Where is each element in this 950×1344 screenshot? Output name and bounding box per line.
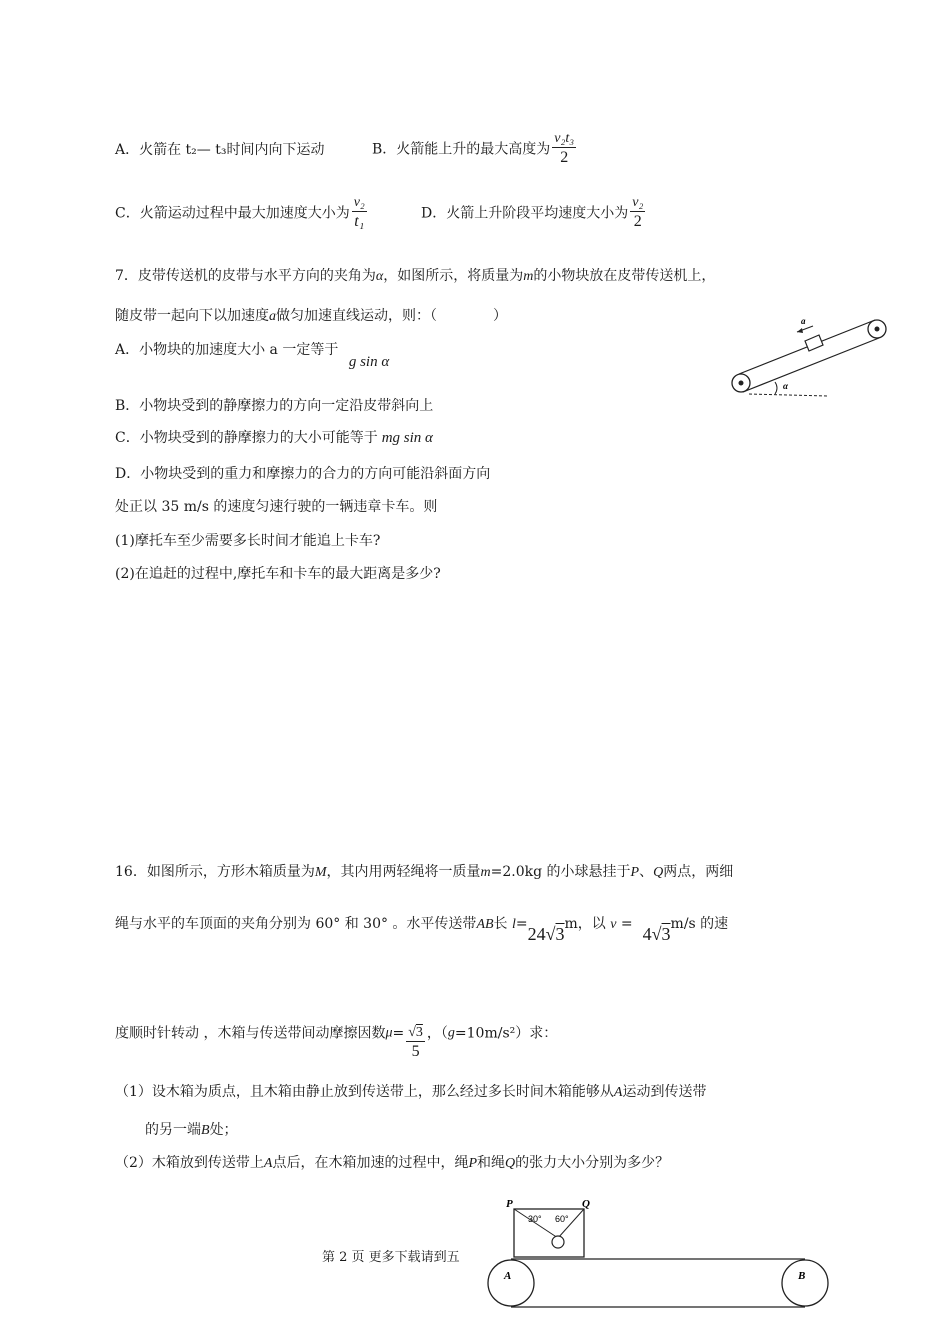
q16-part-1-cont: 的另一端B处； [145,1122,238,1138]
angle-30: 30° [528,1214,542,1224]
friction-coefficient-fraction: $\frac{√3}{5}$ [408,1025,423,1060]
q6-b-fraction: $\frac{\text{v₂t₃}}{2}$ [554,131,575,166]
q16-box-belt-figure [486,1195,831,1315]
upper-pulley-axle [875,327,880,332]
angle-label: α [783,381,788,391]
label-b: B [798,1270,806,1282]
q6-c-fraction: $\frac{\text{v₂}}{\text{t₁}}$ [353,195,365,230]
label-q: Q [582,1198,590,1210]
q6-option-b: B．火箭能上升的最大高度为 $\frac{\text{v₂t₃}}{2}$ [372,131,575,166]
q16-line-3: 度顺时针转动 ，木箱与传送带间动摩擦因数μ= $\frac{√3}{5}$ ，（g=10m/s²）求： [115,1025,558,1060]
q16-line-2: 绳与水平的车顶面的夹角分别为 60° 和 30° 。水平传送带AB长 l=24√3m，以 v = 4√3m/s 的速 [115,916,729,944]
small-ball [552,1236,564,1248]
q6-option-d: D．火箭上升阶段平均速度大小为 $\frac{\text{v₂}}{2}$ [421,195,644,230]
belt-speed-value: 4√3 [642,924,671,944]
pulley-a [488,1260,534,1306]
q6-option-a: A．火箭在 t₂— t₃时间内向下运动 [115,142,325,158]
q7-option-d: D．小物块受到的重力和摩擦力的合力的方向可能沿斜面方向 [115,466,491,482]
q7-stem-line1: 7．皮带传送机的皮带与水平方向的夹角为α，如图所示，将质量为m的小物块放在皮带传送机上， [115,268,716,284]
q6-option-c: C．火箭运动过程中最大加速度大小为 $\frac{\text{v₂}}{\text{t₁}}$ [115,195,365,230]
accel-label: a [801,316,806,326]
belt-length-value: 24√3 [527,924,565,944]
q6-d-fraction: $\frac{\text{v₂}}{2}$ [632,195,644,230]
label-a: A [504,1270,512,1282]
truck-line-1: 处正以 35 m/s 的速度匀速行驶的一辆违章卡车。则 [115,499,438,515]
q7-stem-line2: 随皮带一起向下以加速度a做匀加速直线运动，则：（ ） [115,308,507,324]
q16-line-1: 16．如图所示，方形木箱质量为M，其内用两轻绳将一质量m=2.0kg 的小球悬挂于P、Q两点，两细 [115,864,734,880]
q7-option-a: A．小物块的加速度大小 a 一定等于 g sin α [115,342,390,370]
label-p: P [506,1198,513,1210]
truck-question-2: (2)在追赶的过程中,摩托车和卡车的最大距离是多少? [115,566,441,582]
q7-option-b: B．小物块受到的静摩擦力的方向一定沿皮带斜向上 [115,398,434,414]
horizontal-dashed [749,394,827,396]
angle-60: 60° [555,1214,569,1224]
q7-conveyor-figure [725,312,895,408]
arrow-head [797,328,803,333]
small-block [805,335,823,351]
page-footer: 第 2 页 更多下载请到五 [322,1250,460,1265]
lower-pulley-axle [739,381,744,386]
angle-arc [775,382,777,394]
q7-option-c: C．小物块受到的静摩擦力的大小可能等于 mg sin α [115,430,433,446]
truck-question-1: (1)摩托车至少需要多长时间才能追上卡车? [115,533,381,549]
q16-part-2: （2）木箱放到传送带上A点后，在木箱加速的过程中，绳P和绳Q的张力大小分别为多少？ [115,1155,670,1171]
q16-part-1: （1）设木箱为质点，且木箱由静止放到传送带上，那么经过多长时间木箱能够从A运动到传送带 [115,1084,707,1100]
pulley-b [782,1260,828,1306]
